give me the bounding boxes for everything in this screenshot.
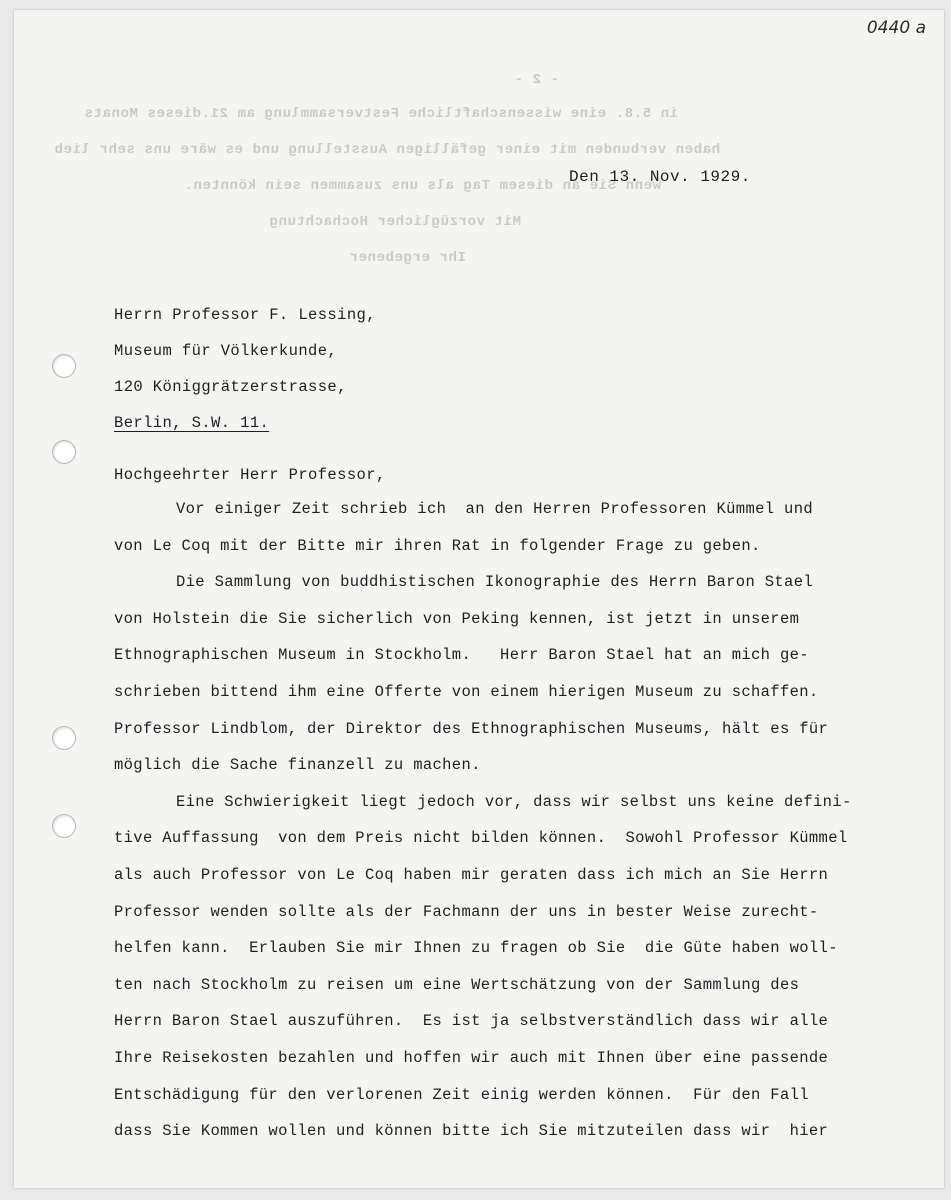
recipient-address <box>114 306 376 450</box>
punch-hole <box>52 440 76 464</box>
recipient-name: Herrn Professor F. Lessing, <box>114 306 376 324</box>
body-line: Ihre Reisekosten bezahlen und hoffen wir auch mit Ihnen über eine passende <box>114 1048 829 1067</box>
body-line: möglich die Sache finanzell zu machen. <box>114 756 481 775</box>
letter-date: Den 13. Nov. 1929. <box>569 168 751 186</box>
bleed-line-3: wenn Sie an diesem Tag als uns zusammen sein könnten. <box>184 178 662 194</box>
punch-hole <box>52 354 76 378</box>
body-line: Vor einiger Zeit schrieb ich an den Herren Professoren Kümmel und <box>176 500 813 518</box>
body-line: ten nach Stockholm zu reisen um eine Wertschätzung von der Sammlung des <box>114 975 800 994</box>
body-line: als auch Professor von Le Coq haben mir geraten dass ich mich an Sie Herrn <box>114 865 829 884</box>
body-line: Professor Lindblom, der Direktor des Ethnographischen Museums, hält es für <box>114 719 829 738</box>
recipient-city: Berlin, S.W. 11. <box>114 414 270 432</box>
salutation: Hochgeehrter Herr Professor, <box>114 466 386 484</box>
bleed-line-2: haben verbunden mit einer gefälligen Ausstellung und es wäre uns sehr lieb <box>54 142 721 158</box>
recipient-street: 120 Königgrätzerstrasse, <box>114 378 347 396</box>
body-line: Entschädigung für den verlorenen Zeit einig werden können. Für den Fall <box>114 1085 809 1104</box>
body-line: Die Sammlung von buddhistischen Ikonographie des Herrn Baron Stael <box>176 573 813 592</box>
body-line: Herrn Baron Stael auszuführen. Es ist ja selbstverständlich dass wir alle <box>114 1012 829 1031</box>
body-line: dass Sie Kommen wollen und können bitte ich Sie mitzuteilen dass wir hier <box>114 1122 829 1141</box>
body-line: tive Auffassung von dem Preis nicht bilden können. Sowohl Professor Kümmel <box>114 829 848 848</box>
bleed-line-1: in 5.8. eine wissenschaftliche Festversammlung am 21.dieses Monats <box>84 106 679 122</box>
body-line: Professor wenden sollte als der Fachmann der uns in bester Weise zurecht- <box>114 902 819 921</box>
punch-hole <box>52 814 76 838</box>
body-line: Eine Schwierigkeit liegt jedoch vor, dass wir selbst uns keine defini- <box>176 792 852 811</box>
punch-hole <box>52 726 76 750</box>
body-line: von Holstein die Sie sicherlich von Peking kennen, ist jetzt in unserem <box>114 609 800 628</box>
body-line: helfen kann. Erlauben Sie mir Ihnen zu fragen ob Sie die Güte haben woll- <box>114 939 838 958</box>
body-line: Ethnographischen Museum in Stockholm. Herr Baron Stael hat an mich ge- <box>114 646 809 665</box>
body-line: von Le Coq mit der Bitte mir ihren Rat in folgender Frage zu geben. <box>114 536 761 555</box>
bleed-line-4: Mit vorzüglicher Hochachtung <box>269 214 522 230</box>
letter-page <box>14 10 944 1188</box>
archive-number: 0440 a <box>866 18 926 38</box>
recipient-institution: Museum für Völkerkunde, <box>114 342 338 360</box>
bleed-line-5: Ihr ergebener <box>349 250 467 266</box>
letter-body <box>114 500 914 1159</box>
body-line: schrieben bittend ihm eine Offerte von einem hierigen Museum zu schaffen. <box>114 682 819 701</box>
bleed-page-number: - 2 - <box>514 72 560 88</box>
